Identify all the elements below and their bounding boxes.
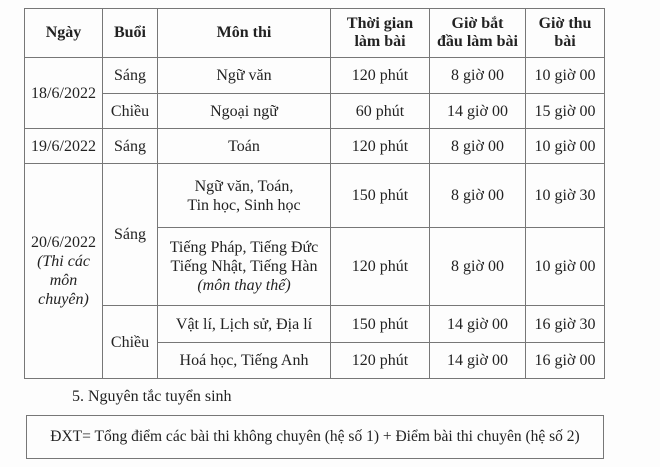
end-time-cell: 16 giờ 30 bbox=[526, 306, 605, 343]
admission-formula: ĐXT= Tổng điểm các bài thi không chuyên (hệ số 1) + Điểm bài thi chuyên (hệ số 2) bbox=[50, 428, 580, 445]
start-time-cell: 14 giờ 00 bbox=[430, 94, 526, 129]
subject-cell: Ngoại ngữ bbox=[158, 94, 331, 129]
header-end-time: Giờ thu bài bbox=[526, 9, 605, 58]
end-time-cell: 10 giờ 00 bbox=[526, 58, 605, 94]
subject-cell: Tiếng Pháp, Tiếng Đức Tiếng Nhật, Tiếng Hàn (môn thay thế) bbox=[158, 228, 331, 306]
end-time-cell: 10 giờ 30 bbox=[526, 164, 605, 228]
end-time-cell: 10 giờ 00 bbox=[526, 228, 605, 306]
duration-cell: 120 phút bbox=[331, 58, 430, 94]
session-cell: Chiều bbox=[103, 94, 158, 129]
session-cell: Sáng bbox=[103, 164, 158, 306]
subject-note: (môn thay thế) bbox=[197, 277, 291, 294]
start-time-cell: 8 giờ 00 bbox=[430, 164, 526, 228]
duration-cell: 120 phút bbox=[331, 228, 430, 306]
start-time-cell: 8 giờ 00 bbox=[430, 58, 526, 94]
admission-formula-box bbox=[26, 415, 604, 459]
duration-cell: 120 phút bbox=[331, 343, 430, 379]
header-session: Buổi bbox=[103, 9, 158, 58]
subject-cell: Ngữ văn, Toán, Tin học, Sinh học bbox=[158, 164, 331, 228]
subject-cell: Vật lí, Lịch sử, Địa lí bbox=[158, 306, 331, 343]
duration-cell: 120 phút bbox=[331, 129, 430, 164]
duration-cell: 60 phút bbox=[331, 94, 430, 129]
end-time-cell: 16 giờ 00 bbox=[526, 343, 605, 379]
subject-cell: Toán bbox=[158, 129, 331, 164]
session-cell: Sáng bbox=[103, 58, 158, 94]
duration-cell: 150 phút bbox=[331, 164, 430, 228]
header-subject: Môn thi bbox=[158, 9, 331, 58]
subject-cell: Ngữ văn bbox=[158, 58, 331, 94]
table-row bbox=[25, 164, 605, 228]
table-row bbox=[25, 58, 605, 94]
table-row bbox=[25, 129, 605, 164]
start-time-cell: 14 giờ 00 bbox=[430, 306, 526, 343]
header-start-time: Giờ bắt đầu làm bài bbox=[430, 9, 526, 58]
end-time-cell: 10 giờ 00 bbox=[526, 129, 605, 164]
date-cell: 20/6/2022 (Thi các môn chuyên) bbox=[25, 164, 103, 379]
header-duration: Thời gian làm bài bbox=[331, 9, 430, 58]
end-time-cell: 15 giờ 00 bbox=[526, 94, 605, 129]
table-header-row bbox=[25, 9, 605, 58]
exam-schedule-table bbox=[24, 8, 605, 379]
table-row bbox=[25, 94, 605, 129]
session-cell: Sáng bbox=[103, 129, 158, 164]
header-date: Ngày bbox=[25, 9, 103, 58]
start-time-cell: 14 giờ 00 bbox=[430, 343, 526, 379]
section-heading: 5. Nguyên tắc tuyển sinh bbox=[72, 388, 232, 405]
start-time-cell: 8 giờ 00 bbox=[430, 129, 526, 164]
start-time-cell: 8 giờ 00 bbox=[430, 228, 526, 306]
date-cell: 19/6/2022 bbox=[25, 129, 103, 164]
session-cell: Chiều bbox=[103, 306, 158, 379]
date-note: (Thi các bbox=[37, 253, 90, 270]
date-cell: 18/6/2022 bbox=[25, 58, 103, 129]
table-row bbox=[25, 306, 605, 343]
subject-cell: Hoá học, Tiếng Anh bbox=[158, 343, 331, 379]
duration-cell: 150 phút bbox=[331, 306, 430, 343]
